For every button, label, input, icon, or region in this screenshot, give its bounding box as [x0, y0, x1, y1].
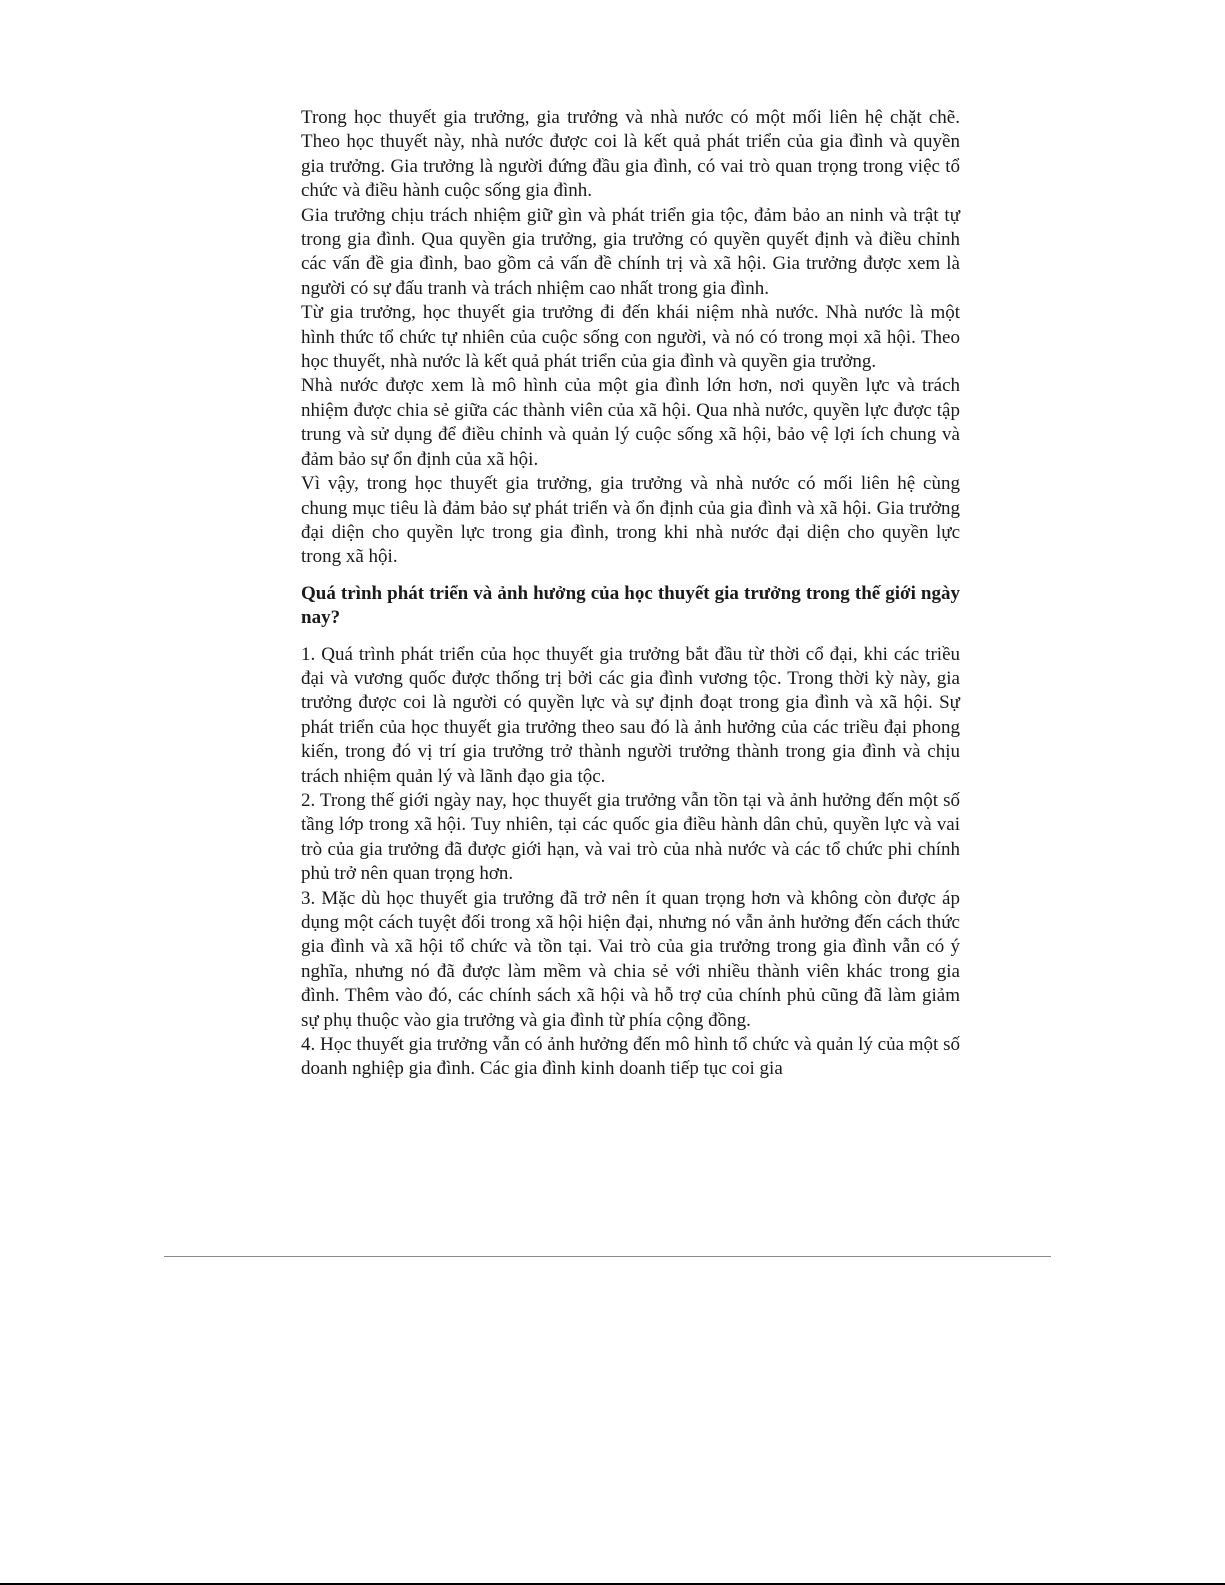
paragraph: Gia trưởng chịu trách nhiệm giữ gìn và phát triển gia tộc, đảm bảo an ninh và trật tự trong gia đình. Qua quyền gia trưởng, gia trưởng có quyền quyết định và điều chỉnh các vấn đề gia đình, bao gồm cả vấn đề chính trị và xã hội. Gia trưởng được xem là người có sự đấu tranh và trách nhiệm cao nhất trong gia đình.	[301, 204, 960, 299]
paragraph: Từ gia trưởng, học thuyết gia trưởng đi đến khái niệm nhà nước. Nhà nước là một hình thức tổ chức tự nhiên của cuộc sống con người, và nó có trong mọi xã hội. Theo học thuyết, nhà nước là kết quả phát triển của gia đình và quyền gia trưởng.	[301, 302, 960, 373]
paragraph: Trong học thuyết gia trưởng, gia trưởng và nhà nước có một mối liên hệ chặt chẽ. Theo học thuyết này, nhà nước được coi là kết quả phát triển của gia đình và quyền gia trưởng. Gia trưởng là người đứng đầu gia đình, có vai trò quan trọng trong việc tổ chức và điều hành cuộc sống gia đình.	[301, 107, 960, 202]
list-item: 3. Mặc dù học thuyết gia trưởng đã trở nên ít quan trọng hơn và không còn được áp dụng một cách tuyệt đối trong xã hội hiện đại, nhưng nó vẫn ảnh hưởng đến cách thức gia đình và xã hội tổ chức và tồn tại. Vai trò của gia trưởng trong gia đình vẫn có ý nghĩa, nhưng nó đã được làm mềm và chia sẻ với nhiều thành viên khác trong gia đình. Thêm vào đó, các chính sách xã hội và hỗ trợ của chính phủ cũng đã làm giảm sự phụ thuộc vào gia trưởng và gia đình từ phía cộng đồng.	[301, 887, 960, 1031]
section-heading: Quá trình phát triển và ảnh hưởng của học thuyết gia trưởng trong thế giới ngày nay?	[301, 582, 960, 629]
paragraph: Vì vậy, trong học thuyết gia trưởng, gia trưởng và nhà nước có mối liên hệ cùng chung mục tiêu là đảm bảo sự phát triển và ổn định của gia đình và xã hội. Gia trưởng đại diện cho quyền lực trong gia đình, trong khi nhà nước đại diện cho quyền lực trong xã hội.	[301, 473, 960, 568]
footer-divider	[164, 1256, 1051, 1257]
list-item: 4. Học thuyết gia trưởng vẫn có ảnh hưởng đến mô hình tổ chức và quản lý của một số doanh nghiệp gia đình. Các gia đình kinh doanh tiếp tục coi gia	[301, 1034, 960, 1080]
body-text	[301, 106, 960, 1082]
paragraph: Nhà nước được xem là mô hình của một gia đình lớn hơn, nơi quyền lực và trách nhiệm được chia sẻ giữa các thành viên của xã hội. Qua nhà nước, quyền lực được tập trung và sử dụng để điều chỉnh và quản lý cuộc sống xã hội, bảo vệ lợi ích chung và đảm bảo sự ổn định của xã hội.	[301, 375, 960, 470]
list-item: 2. Trong thế giới ngày nay, học thuyết gia trưởng vẫn tồn tại và ảnh hưởng đến một số tầng lớp trong xã hội. Tuy nhiên, tại các quốc gia điều hành dân chủ, quyền lực và vai trò của gia trưởng đã được giới hạn, và vai trò của nhà nước và các tổ chức phi chính phủ trở nên quan trọng hơn.	[301, 789, 960, 885]
list-item: 1. Quá trình phát triển của học thuyết gia trưởng bắt đầu từ thời cổ đại, khi các triều đại và vương quốc được thống trị bởi các gia đình vương tộc. Trong thời kỳ này, gia trưởng được coi là người có quyền lực và sự định đoạt trong gia đình và xã hội. Sự phát triển của học thuyết gia trưởng theo sau đó là ảnh hưởng của các triều đại phong kiến, trong đó vị trí gia trưởng trở thành người trưởng thành trong gia đình và chịu trách nhiệm quản lý và lãnh đạo gia tộc.	[301, 643, 960, 787]
